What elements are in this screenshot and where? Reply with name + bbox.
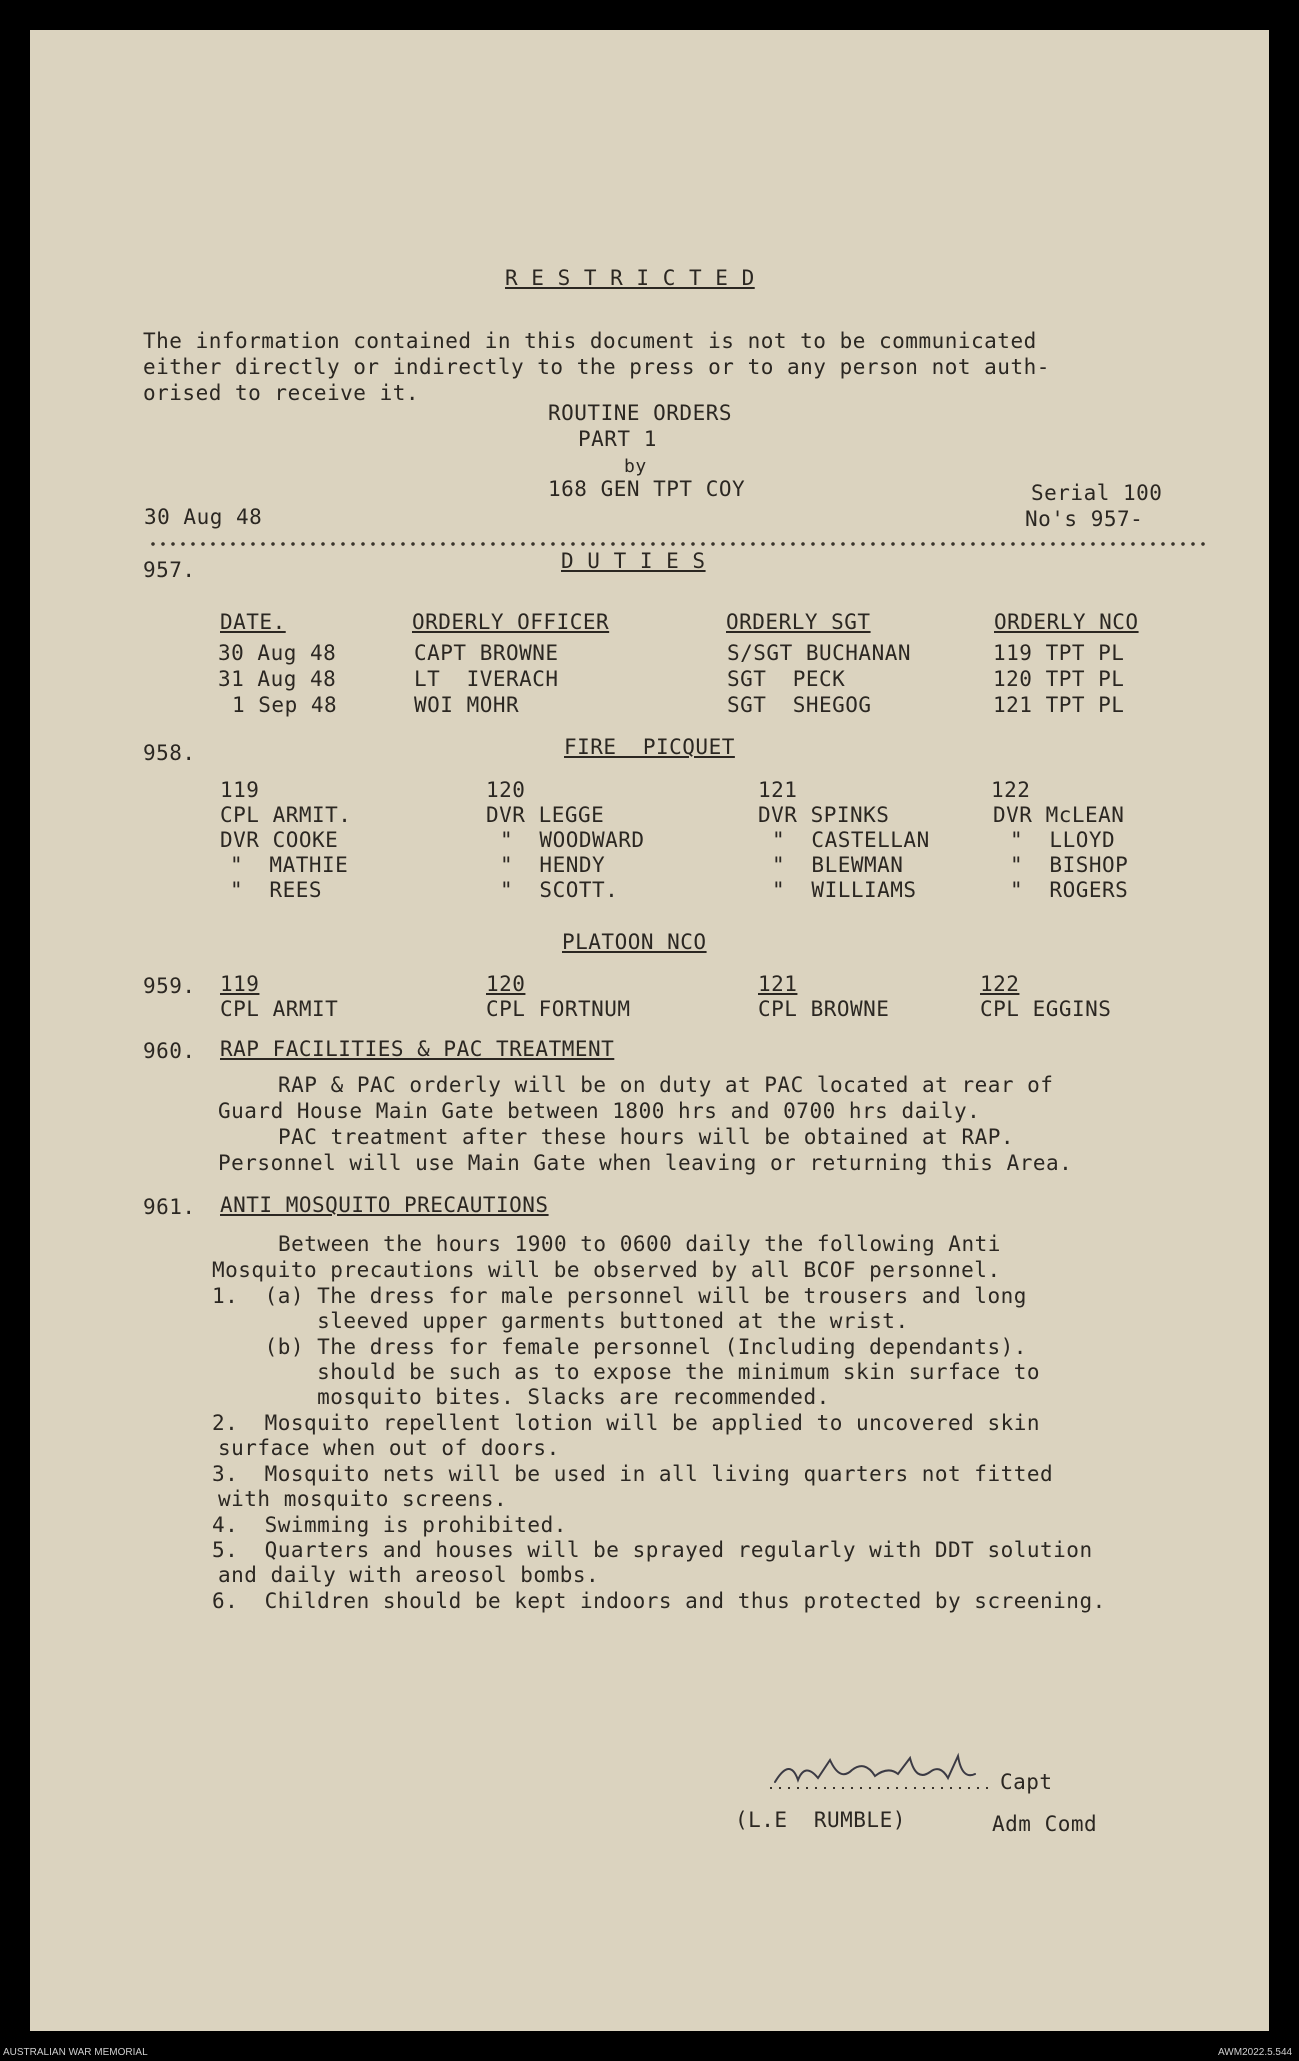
order-date: 30 Aug 48 (144, 505, 263, 529)
rap-line: RAP & PAC orderly will be on duty at PAC located at rear of (278, 1073, 1054, 1097)
rap-title: RAP FACILITIES & PAC TREATMENT (220, 1037, 615, 1061)
duty-sgt: SGT SHEGOG (727, 693, 872, 717)
platoon-number: 120 (486, 972, 526, 996)
serial-label: Serial 100 (1031, 481, 1163, 505)
list-item: " BISHOP (1010, 853, 1129, 877)
mosquito-line: should be such as to expose the minimum skin surface to (212, 1360, 1041, 1384)
mosquito-line: surface when out of doors. (218, 1436, 560, 1460)
platoon-nco-title: PLATOON NCO (562, 930, 707, 954)
duty-officer: WOI MOHR (414, 693, 520, 717)
duties-header-sgt: ORDERLY SGT (726, 610, 871, 634)
rap-line: PAC treatment after these hours will be obtained at RAP. (278, 1125, 1015, 1149)
section-number: 960. (143, 1039, 196, 1063)
duty-sgt: S/SGT BUCHANAN (727, 641, 912, 665)
platoon-number: 121 (758, 972, 798, 996)
section-number: 959. (143, 974, 196, 998)
list-item: " SCOTT. (500, 878, 619, 902)
list-item: " REES (230, 878, 323, 902)
platoon-number: 122 (980, 972, 1020, 996)
mosquito-line: sleeved upper garments buttoned at the wrist. (212, 1309, 909, 1333)
mosquito-line: 4. Swimming is prohibited. (212, 1513, 567, 1537)
list-item: " HENDY (500, 853, 606, 877)
duties-header-officer: ORDERLY OFFICER (412, 610, 610, 634)
dotted-separator (148, 542, 1208, 546)
mosquito-line: 3. Mosquito nets will be used in all living quarters not fitted (212, 1462, 1054, 1486)
mosquito-line: 1. (a) The dress for male personnel will be trousers and long (212, 1284, 1027, 1308)
platoon-number: 122 (991, 778, 1031, 802)
list-item: " BLEWMAN (772, 853, 904, 877)
list-item: " CASTELLAN (772, 828, 930, 852)
orders-title: ROUTINE ORDERS (548, 401, 733, 425)
section-number: 958. (143, 741, 196, 765)
handwritten-signature (770, 1752, 1000, 1792)
mosquito-intro: Between the hours 1900 to 0600 daily the following Anti (278, 1232, 1001, 1256)
list-item: DVR COOKE (220, 828, 339, 852)
duty-nco: 121 TPT PL (993, 693, 1125, 717)
duty-officer: CAPT BROWNE (414, 641, 559, 665)
nco-name: CPL ARMIT (220, 997, 339, 1021)
signature-name: (L.E RUMBLE) (735, 1808, 906, 1832)
rap-line: Guard House Main Gate between 1800 hrs and 0700 hrs daily. (218, 1099, 981, 1123)
notice-line: The information contained in this document is not to be communicated (143, 329, 1037, 353)
nos-label: No's 957- (1025, 507, 1144, 531)
list-item: " WILLIAMS (772, 878, 917, 902)
list-item: " MATHIE (230, 853, 349, 877)
platoon-number: 120 (486, 778, 526, 802)
list-item: DVR LEGGE (486, 803, 605, 827)
fire-picquet-title: FIRE PICQUET (564, 735, 735, 759)
mosquito-line: and daily with areosol bombs. (218, 1563, 600, 1587)
platoon-number: 121 (758, 778, 798, 802)
mosquito-line: mosquito bites. Slacks are recommended. (212, 1385, 830, 1409)
platoon-number: 119 (220, 972, 260, 996)
duty-sgt: SGT PECK (727, 667, 846, 691)
duty-nco: 119 TPT PL (993, 641, 1125, 665)
list-item: CPL ARMIT. (220, 803, 352, 827)
signature-rank: Capt (1000, 1770, 1053, 1794)
unit-name: 168 GEN TPT COY (548, 477, 746, 501)
restricted-heading: R E S T R I C T E D (505, 266, 755, 290)
duty-date: 30 Aug 48 (218, 641, 337, 665)
section-number: 961. (143, 1195, 196, 1219)
mosquito-line: (b) The dress for female personnel (Including dependants). (212, 1335, 1027, 1359)
mosquito-line: 2. Mosquito repellent lotion will be applied to uncovered skin (212, 1411, 1041, 1435)
list-item: " ROGERS (1010, 878, 1129, 902)
duty-date: 1 Sep 48 (232, 693, 338, 717)
list-item: " WOODWARD (500, 828, 645, 852)
mosquito-line: with mosquito screens. (218, 1487, 508, 1511)
list-item: " LLOYD (1010, 828, 1116, 852)
footer-accession: AWM2022.5.544 (1218, 2047, 1293, 2058)
rap-line: Personnel will use Main Gate when leaving or returning this Area. (218, 1151, 1073, 1175)
nco-name: CPL EGGINS (980, 997, 1112, 1021)
nco-name: CPL FORTNUM (486, 997, 631, 1021)
duty-date: 31 Aug 48 (218, 667, 337, 691)
section-number: 957. (143, 558, 196, 582)
duty-nco: 120 TPT PL (993, 667, 1125, 691)
notice-line: orised to receive it. (143, 381, 420, 405)
list-item: DVR SPINKS (758, 803, 890, 827)
platoon-number: 119 (220, 778, 260, 802)
duties-title: D U T I E S (561, 549, 706, 573)
signature-role: Adm Comd (992, 1812, 1098, 1836)
notice-line: either directly or indirectly to the press or to any person not auth- (143, 355, 1050, 379)
mosquito-title: ANTI MOSQUITO PRECAUTIONS (220, 1193, 549, 1217)
part-label: PART 1 (578, 427, 657, 451)
list-item: DVR McLEAN (993, 803, 1125, 827)
duty-officer: LT IVERACH (414, 667, 559, 691)
mosquito-line: 5. Quarters and houses will be sprayed regularly with DDT solution (212, 1538, 1093, 1562)
duties-header-date: DATE. (220, 610, 286, 634)
mosquito-intro: Mosquito precautions will be observed by all BCOF personnel. (212, 1258, 1001, 1282)
by-label: by (624, 456, 647, 477)
footer-source: AUSTRALIAN WAR MEMORIAL (3, 2047, 148, 2058)
nco-name: CPL BROWNE (758, 997, 890, 1021)
mosquito-line: 6. Children should be kept indoors and thus protected by screening. (212, 1589, 1106, 1613)
duties-header-nco: ORDERLY NCO (994, 610, 1139, 634)
